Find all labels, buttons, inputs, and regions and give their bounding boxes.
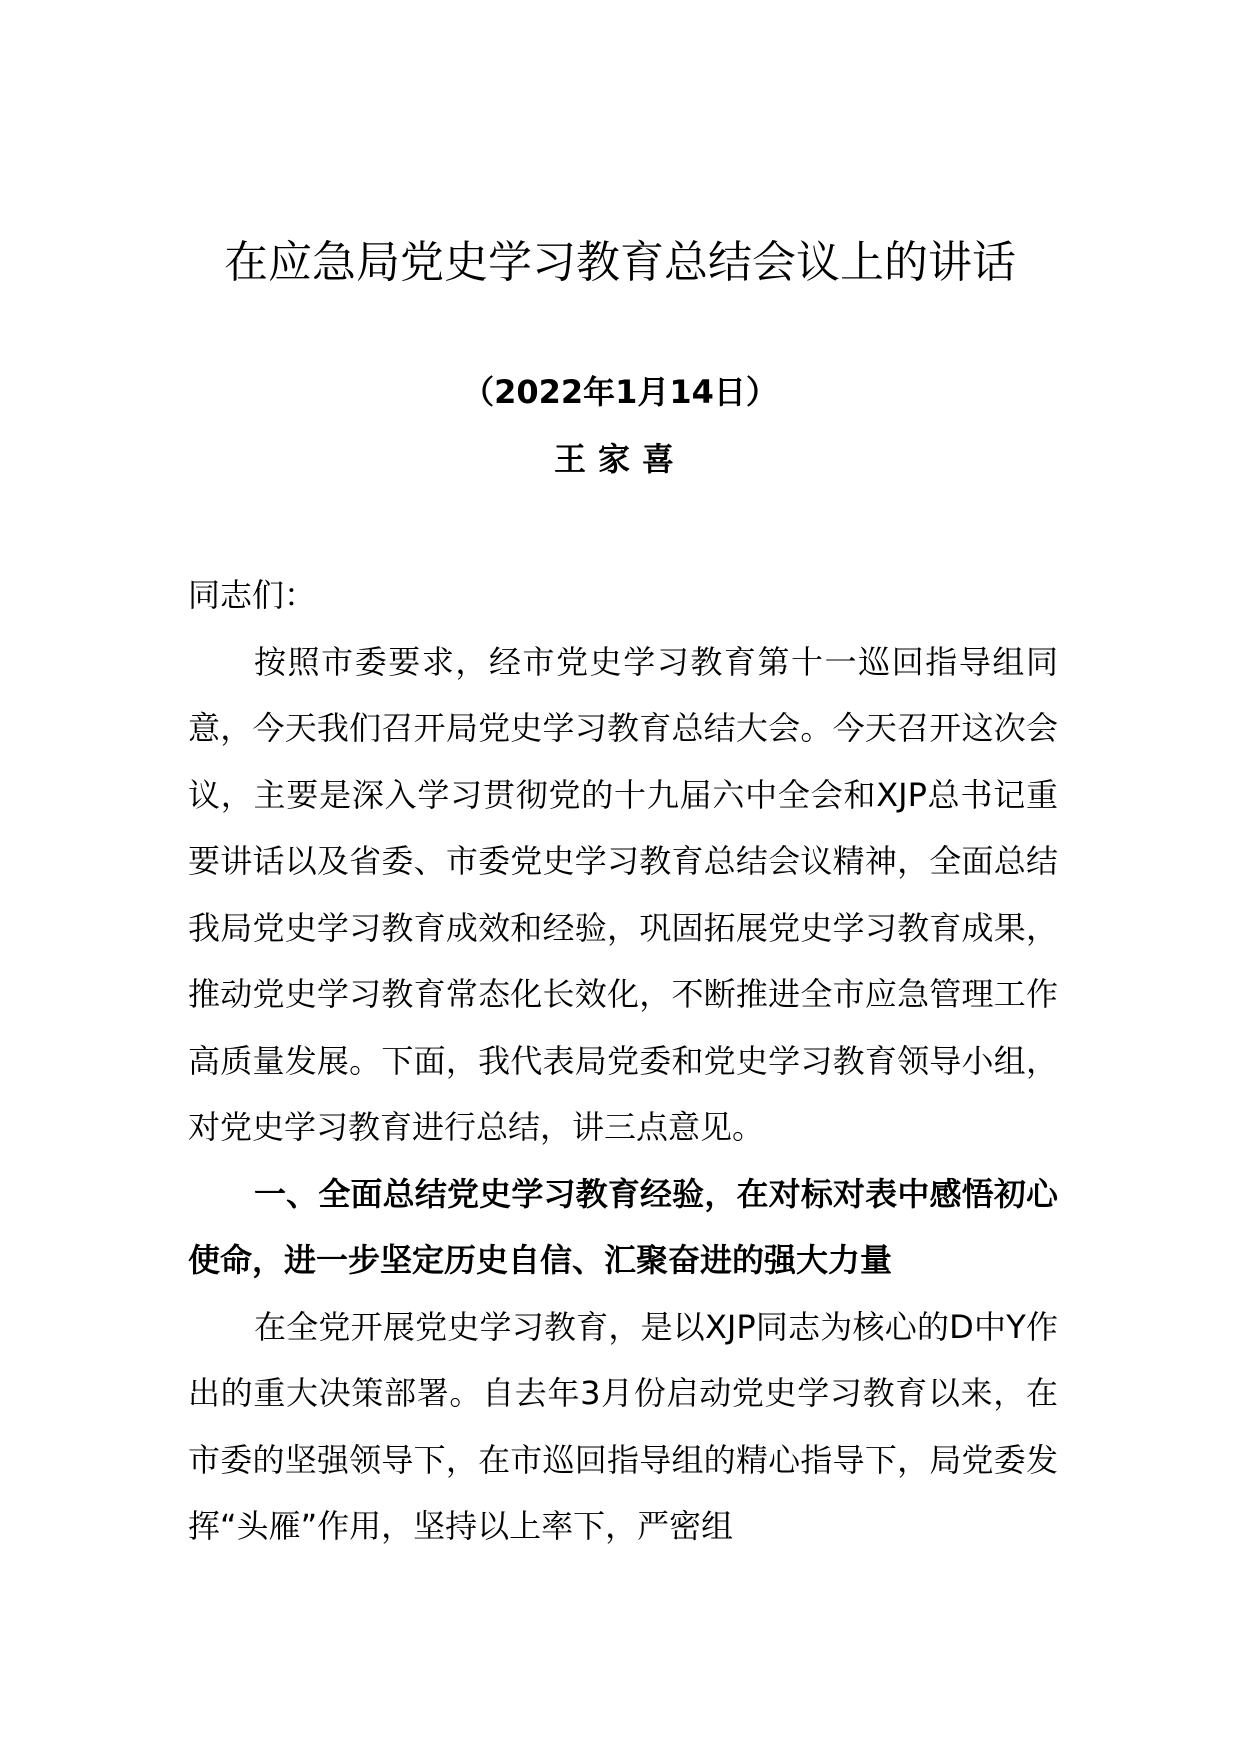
section-heading-1: 一、全面总结党史学习教育经验，在对标对表中感悟初心使命，进一步坚定历史自信、汇聚奋进的强大力量: [188, 1174, 1058, 1279]
speech-body: [188, 562, 1058, 1560]
opening-paragraph: 按照市委要求，经市党史学习教育第十一巡回指导组同意，今天我们召开局党史学习教育总结大会。今天召开这次会议，主要是深入学习贯彻党的十九届六中全会和XJP总书记重要讲话以及省委、市委党史学习教育总结会议精神，全面总结我局党史学习教育成效和经验，巩固拓展党史学习教育成果，推动党史学习教育常态化长效化，不断推进全市应急管理工作高质量发展。下面，我代表局党委和党史学习教育领导小组，对党史学习教育进行总结，讲三点意见。: [188, 642, 1058, 1146]
section-1-paragraph: 在全党开展党史学习教育，是以XJP同志为核心的D中Y作出的重大决策部署。自去年3月份启动党史学习教育以来，在市委的坚强领导下，在市巡回指导组的精心指导下，局党委发挥“头雁”作用，坚持以上率下，严密组: [188, 1307, 1058, 1545]
speech-date: （2022年1月14日）: [462, 373, 778, 411]
document-title: 在应急局党史学习教育总结会议上的讲话: [224, 237, 1016, 288]
speaker-name: 王家喜: [553, 440, 686, 478]
salutation: 同志们：: [188, 576, 317, 614]
